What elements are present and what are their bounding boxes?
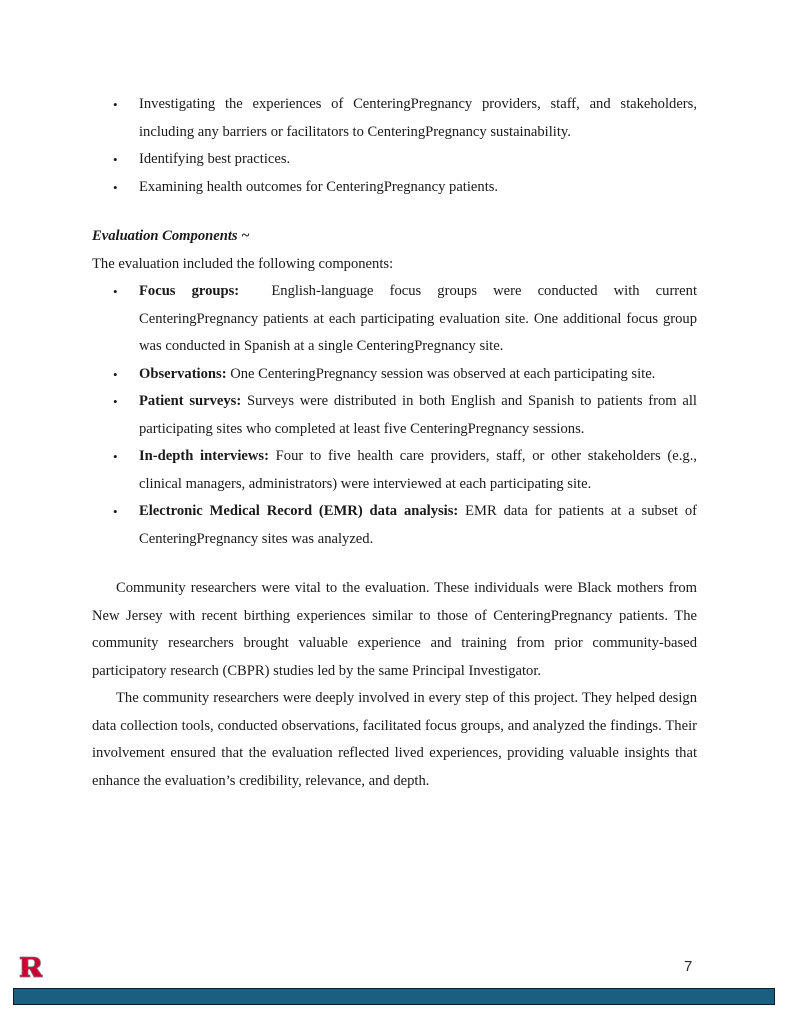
paragraph: Community researchers were vital to the evaluation. These individuals were Black mothers from New Jersey with recent birthing experiences similar to those of CenteringPregnancy patients. The community researchers brought valuable experience and training from prior community-based participatory research (CBPR) studies led by the same Principal Investigator. xyxy=(92,580,697,679)
page-content xyxy=(92,91,701,795)
list-item-text: Examining health outcomes for CenteringPregnancy patients. xyxy=(139,178,499,195)
footer-bar xyxy=(13,988,775,1005)
component-text: English-language focus groups were conducted with current CenteringPregnancy patients at each participating evaluation site. One additional focus group was conducted in Spanish at a single CenteringPregnancy site. xyxy=(139,283,701,354)
objectives-list xyxy=(92,91,697,201)
component-label: In-depth interviews: xyxy=(139,448,269,464)
list-item xyxy=(113,388,701,443)
list-item xyxy=(113,174,697,202)
component-text: One CenteringPregnancy session was observed at each participating site. xyxy=(226,365,656,382)
component-label: Patient surveys: xyxy=(139,393,242,409)
list-item-text: Identifying best practices. xyxy=(139,151,291,167)
list-item xyxy=(113,498,701,553)
bullet-icon: • xyxy=(113,179,118,195)
paragraph: The community researchers were deeply involved in every step of this project. They helped design data collection tools, conducted observations, facilitated focus groups, and analyzed the findings. Their involvement ensured that the evaluation reflected lived experiences, providing valuable insights that enhance the evaluation’s credibility, relevance, and depth. xyxy=(92,690,697,789)
section-intro: The evaluation included the following components: xyxy=(92,255,394,272)
bullet-icon: • xyxy=(113,394,118,409)
component-text: EMR data for patients at a subset of CenteringPregnancy sites was analyzed. xyxy=(139,503,701,547)
list-item xyxy=(113,91,697,146)
bullet-icon: • xyxy=(113,152,118,167)
section-heading: Evaluation Components ~ xyxy=(92,228,250,244)
bullet-icon: • xyxy=(113,366,118,382)
list-item-text: Investigating the experiences of CenteringPregnancy providers, staff, and stakeholders, including any barriers or facilitators to CenteringPregnancy sustainability. xyxy=(139,96,697,140)
rutgers-r-logo-icon xyxy=(19,956,43,978)
page-number: 7 xyxy=(684,958,693,975)
list-item xyxy=(113,146,697,174)
list-item xyxy=(113,443,701,498)
bullet-icon: • xyxy=(113,449,118,464)
component-label: Electronic Medical Record (EMR) data analysis: xyxy=(139,503,459,519)
component-label: Focus groups: xyxy=(139,283,240,299)
component-text: Surveys were distributed in both English and Spanish to patients from all participating sites who completed at least five CenteringPregnancy sessions. xyxy=(139,393,701,437)
list-item xyxy=(113,278,701,361)
list-item xyxy=(113,361,697,389)
bullet-icon: • xyxy=(113,284,118,299)
bullet-icon: • xyxy=(113,97,118,112)
bullet-icon: • xyxy=(113,504,118,519)
spacer xyxy=(92,553,697,575)
component-label: Observations: xyxy=(139,365,227,382)
components-list xyxy=(92,278,701,553)
component-text: Four to five health care providers, staff, or other stakeholders (e.g., clinical managers, administrators) were interviewed at each participating site. xyxy=(139,448,701,492)
spacer xyxy=(92,201,697,223)
